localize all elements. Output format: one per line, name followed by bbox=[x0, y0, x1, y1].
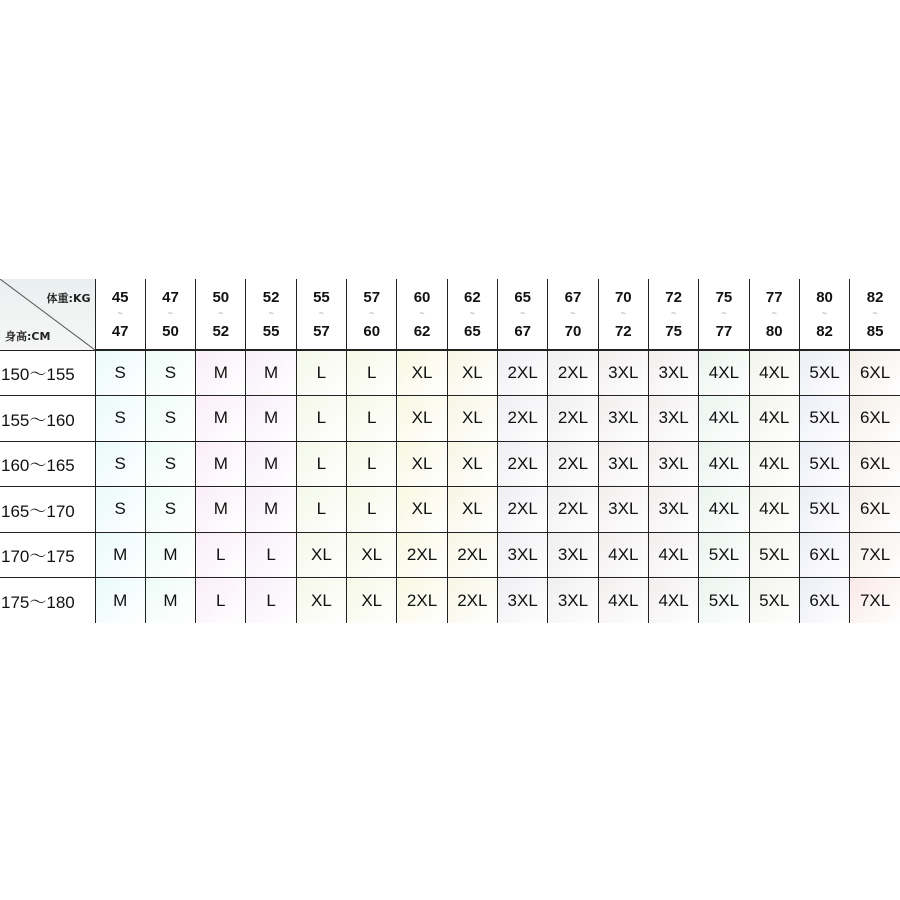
weight-range-header bbox=[598, 279, 648, 350]
height-axis-label: 身高:CM bbox=[5, 329, 51, 343]
weight-range-header bbox=[296, 279, 346, 350]
size-cell: 3XL bbox=[498, 532, 548, 578]
size-table-body bbox=[0, 350, 900, 623]
weight-range-tilde: ~ bbox=[771, 307, 777, 318]
size-cell: XL bbox=[397, 350, 447, 396]
weight-range-header bbox=[850, 279, 900, 350]
weight-range-min: 72 bbox=[665, 288, 682, 306]
height-range-label: 165～170 bbox=[0, 487, 95, 533]
size-cell: M bbox=[196, 441, 246, 487]
weight-range-tilde: ~ bbox=[268, 307, 274, 318]
size-cell: 2XL bbox=[397, 578, 447, 624]
size-cell: 6XL bbox=[850, 350, 900, 396]
size-cell: 6XL bbox=[799, 532, 849, 578]
size-cell: 4XL bbox=[699, 487, 749, 533]
size-cell: 2XL bbox=[397, 532, 447, 578]
weight-range-header bbox=[397, 279, 447, 350]
weight-range-header bbox=[648, 279, 698, 350]
size-cell: M bbox=[196, 350, 246, 396]
weight-range-header bbox=[447, 279, 497, 350]
size-cell: M bbox=[145, 578, 195, 624]
height-row bbox=[0, 487, 900, 533]
height-range-label: 175～180 bbox=[0, 578, 95, 624]
weight-range-header bbox=[699, 279, 749, 350]
weight-range-min: 47 bbox=[162, 288, 179, 306]
weight-range-max: 60 bbox=[363, 322, 381, 340]
size-cell: S bbox=[145, 441, 195, 487]
size-cell: L bbox=[347, 441, 397, 487]
size-cell: 5XL bbox=[749, 578, 799, 624]
size-cell: XL bbox=[397, 441, 447, 487]
size-cell: 4XL bbox=[699, 350, 749, 396]
size-cell: XL bbox=[397, 487, 447, 533]
weight-range-min: 75 bbox=[715, 288, 733, 306]
weight-header-row bbox=[0, 279, 900, 350]
size-cell: M bbox=[246, 396, 296, 442]
size-cell: 6XL bbox=[850, 487, 900, 533]
size-cell: L bbox=[296, 396, 346, 442]
weight-range-min: 55 bbox=[313, 288, 330, 306]
weight-range-max: 82 bbox=[816, 322, 833, 340]
weight-range-max: 77 bbox=[715, 322, 733, 340]
size-cell: M bbox=[196, 487, 246, 533]
weight-range-min: 60 bbox=[413, 288, 431, 306]
height-range-label: 155～160 bbox=[0, 396, 95, 442]
weight-range-tilde: ~ bbox=[419, 307, 425, 318]
size-cell: 2XL bbox=[447, 532, 497, 578]
weight-range-header bbox=[196, 279, 246, 350]
size-cell: M bbox=[246, 487, 296, 533]
weight-range-max: 47 bbox=[111, 322, 129, 340]
weight-range-min: 62 bbox=[464, 288, 481, 306]
size-cell: 3XL bbox=[648, 396, 698, 442]
weight-range-tilde: ~ bbox=[620, 307, 626, 318]
size-cell: 4XL bbox=[699, 441, 749, 487]
size-cell: 4XL bbox=[598, 532, 648, 578]
height-row bbox=[0, 350, 900, 396]
size-cell: 3XL bbox=[598, 441, 648, 487]
size-cell: XL bbox=[296, 532, 346, 578]
size-cell: XL bbox=[347, 578, 397, 624]
size-cell: 4XL bbox=[648, 578, 698, 624]
weight-range-max: 52 bbox=[212, 322, 230, 340]
size-cell: M bbox=[246, 441, 296, 487]
size-cell: XL bbox=[447, 487, 497, 533]
weight-range-tilde: ~ bbox=[570, 307, 576, 318]
size-cell: XL bbox=[447, 396, 497, 442]
size-cell: XL bbox=[447, 350, 497, 396]
weight-range-tilde: ~ bbox=[117, 307, 123, 318]
size-cell: 5XL bbox=[799, 487, 849, 533]
weight-range-max: 55 bbox=[262, 322, 280, 340]
height-row bbox=[0, 532, 900, 578]
size-cell: L bbox=[196, 532, 246, 578]
size-cell: 6XL bbox=[850, 396, 900, 442]
size-cell: 4XL bbox=[749, 350, 799, 396]
weight-range-header bbox=[95, 279, 145, 350]
size-cell: 2XL bbox=[548, 487, 598, 533]
size-cell: S bbox=[95, 396, 145, 442]
size-cell: 2XL bbox=[498, 441, 548, 487]
weight-range-header bbox=[749, 279, 799, 350]
size-cell: S bbox=[145, 487, 195, 533]
size-cell: 2XL bbox=[447, 578, 497, 624]
height-range-label: 150～155 bbox=[0, 350, 95, 396]
size-cell: 2XL bbox=[548, 441, 598, 487]
weight-range-min: 70 bbox=[614, 288, 632, 306]
size-cell: 4XL bbox=[749, 441, 799, 487]
size-cell: 3XL bbox=[598, 396, 648, 442]
size-cell: S bbox=[95, 350, 145, 396]
size-cell: 2XL bbox=[498, 350, 548, 396]
size-cell: M bbox=[95, 532, 145, 578]
size-cell: M bbox=[246, 350, 296, 396]
weight-range-min: 57 bbox=[363, 288, 381, 306]
weight-range-tilde: ~ bbox=[218, 307, 224, 318]
size-cell: L bbox=[196, 578, 246, 624]
size-cell: 5XL bbox=[699, 578, 749, 624]
weight-range-max: 65 bbox=[464, 322, 481, 340]
weight-range-max: 67 bbox=[514, 322, 531, 340]
weight-range-tilde: ~ bbox=[520, 307, 526, 318]
size-cell: 4XL bbox=[749, 396, 799, 442]
size-cell: 5XL bbox=[799, 350, 849, 396]
weight-range-max: 50 bbox=[162, 322, 179, 340]
size-cell: 3XL bbox=[648, 487, 698, 533]
height-row bbox=[0, 441, 900, 487]
size-cell: 2XL bbox=[548, 396, 598, 442]
size-cell: S bbox=[145, 350, 195, 396]
weight-range-min: 45 bbox=[111, 288, 129, 306]
size-cell: 5XL bbox=[799, 441, 849, 487]
size-cell: 6XL bbox=[799, 578, 849, 624]
weight-range-tilde: ~ bbox=[318, 307, 325, 318]
weight-range-max: 72 bbox=[614, 322, 632, 340]
height-row bbox=[0, 396, 900, 442]
size-cell: 2XL bbox=[498, 396, 548, 442]
size-cell: XL bbox=[447, 441, 497, 487]
size-cell: 7XL bbox=[850, 578, 900, 624]
size-chart bbox=[0, 279, 900, 623]
size-cell: S bbox=[95, 441, 145, 487]
weight-range-min: 77 bbox=[765, 288, 783, 306]
weight-range-min: 52 bbox=[262, 288, 280, 306]
weight-range-tilde: ~ bbox=[369, 307, 375, 318]
size-cell: M bbox=[95, 578, 145, 624]
size-cell: 6XL bbox=[850, 441, 900, 487]
size-cell: 5XL bbox=[799, 396, 849, 442]
weight-range-max: 62 bbox=[413, 322, 431, 340]
size-cell: 4XL bbox=[749, 487, 799, 533]
size-cell: 3XL bbox=[648, 441, 698, 487]
size-cell: L bbox=[246, 532, 296, 578]
size-cell: 5XL bbox=[749, 532, 799, 578]
weight-range-tilde: ~ bbox=[670, 307, 677, 318]
size-cell: 2XL bbox=[498, 487, 548, 533]
size-cell: L bbox=[296, 487, 346, 533]
weight-range-max: 80 bbox=[765, 322, 783, 340]
size-cell: L bbox=[347, 396, 397, 442]
size-cell: 3XL bbox=[598, 487, 648, 533]
size-cell: 4XL bbox=[699, 396, 749, 442]
size-cell: 3XL bbox=[498, 578, 548, 624]
table-corner bbox=[0, 279, 95, 350]
size-cell: M bbox=[196, 396, 246, 442]
weight-range-tilde: ~ bbox=[469, 307, 475, 318]
size-cell: S bbox=[95, 487, 145, 533]
weight-range-max: 75 bbox=[665, 322, 682, 340]
weight-range-min: 82 bbox=[866, 288, 884, 306]
weight-range-header bbox=[799, 279, 849, 350]
size-cell: L bbox=[296, 441, 346, 487]
size-cell: 3XL bbox=[648, 350, 698, 396]
size-cell: 5XL bbox=[699, 532, 749, 578]
size-cell: XL bbox=[296, 578, 346, 624]
weight-range-header bbox=[347, 279, 397, 350]
weight-range-header bbox=[548, 279, 598, 350]
size-cell: 3XL bbox=[548, 532, 598, 578]
size-cell: L bbox=[246, 578, 296, 624]
size-table bbox=[0, 279, 900, 623]
size-cell: 7XL bbox=[850, 532, 900, 578]
weight-range-max: 57 bbox=[313, 322, 330, 340]
weight-range-header bbox=[145, 279, 195, 350]
weight-range-min: 65 bbox=[514, 288, 531, 306]
weight-range-max: 70 bbox=[564, 322, 582, 340]
size-cell: S bbox=[145, 396, 195, 442]
weight-range-min: 80 bbox=[816, 288, 833, 306]
weight-range-header bbox=[246, 279, 296, 350]
height-range-label: 170～175 bbox=[0, 532, 95, 578]
size-cell: XL bbox=[397, 396, 447, 442]
weight-axis-label: 体重:KG bbox=[46, 292, 91, 305]
size-cell: L bbox=[296, 350, 346, 396]
weight-range-header bbox=[498, 279, 548, 350]
height-range-label: 160～165 bbox=[0, 441, 95, 487]
size-cell: 3XL bbox=[548, 578, 598, 624]
height-row bbox=[0, 578, 900, 624]
size-cell: 4XL bbox=[598, 578, 648, 624]
weight-range-min: 50 bbox=[212, 288, 230, 306]
size-cell: 4XL bbox=[648, 532, 698, 578]
weight-range-tilde: ~ bbox=[721, 307, 727, 318]
weight-range-tilde: ~ bbox=[167, 307, 174, 318]
weight-range-max: 85 bbox=[866, 322, 884, 340]
size-cell: L bbox=[347, 487, 397, 533]
size-cell: 2XL bbox=[548, 350, 598, 396]
size-cell: L bbox=[347, 350, 397, 396]
size-cell: 3XL bbox=[598, 350, 648, 396]
size-cell: XL bbox=[347, 532, 397, 578]
weight-range-tilde: ~ bbox=[821, 307, 828, 318]
weight-range-tilde: ~ bbox=[872, 307, 878, 318]
weight-range-min: 67 bbox=[564, 288, 582, 306]
size-cell: M bbox=[145, 532, 195, 578]
